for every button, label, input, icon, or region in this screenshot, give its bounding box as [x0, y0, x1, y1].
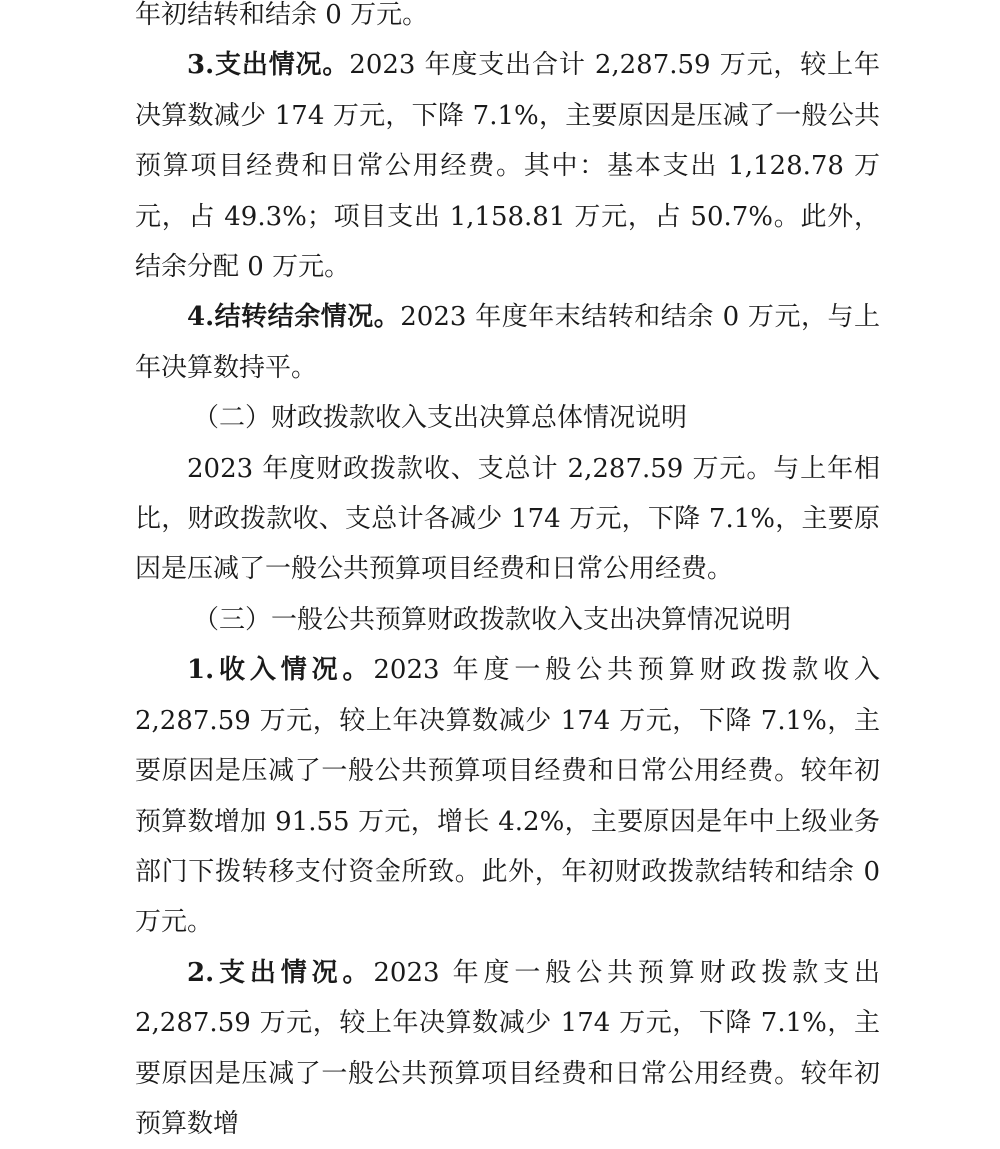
paragraph-text: 年初结转和结余 0 万元。: [135, 0, 429, 30]
paragraph-lead: 4.结转结余情况。: [187, 302, 401, 333]
paragraph-carryover: [135, 0, 880, 40]
section-heading-text: （三）一般公共预算财政拨款收入支出决算情况说明: [193, 604, 792, 635]
paragraph-text: 2023 年度一般公共预算财政拨款收入 2,287.59 万元，较上年决算数减少 174 万元，下降 7.1%，主要原因是压减了一般公共预算项目经费和日常公用经费。较年初预算数增加 91.55 万元，增长 4.2%，主要原因是年中上级业务部门下拨转移支付资金所致。此外，年初财政拨款结转和结余 0 万元。: [135, 655, 880, 938]
paragraph-expenditure: [135, 40, 880, 292]
paragraph-text: 2023 年度一般公共预算财政拨款支出 2,287.59 万元，较上年决算数减少 174 万元，下降 7.1%，主要原因是压减了一般公共预算项目经费和日常公用经费。较年初预算数增: [135, 957, 880, 1139]
paragraph-text: 2023 年度支出合计 2,287.59 万元，较上年决算数减少 174 万元，下降 7.1%，主要原因是压减了一般公共预算项目经费和日常公用经费。其中：基本支出 1,128.78 万元，占 49.3%；项目支出 1,158.81 万元，占 50.7%。此外，结余分配 0 万元。: [135, 50, 880, 283]
paragraph-fiscal-total: [135, 444, 880, 595]
section-heading-3: [135, 595, 880, 645]
paragraph-text: 2023 年度财政拨款收、支总计 2,287.59 万元。与上年相比，财政拨款收、支总计各减少 174 万元，下降 7.1%，主要原因是压减了一般公共预算项目经费和日常公用经费。: [135, 453, 880, 585]
paragraph-lead: 3.支出情况。: [187, 50, 350, 81]
document-page: [135, 0, 880, 1149]
paragraph-text: 2023 年度年末结转和结余 0 万元，与上年决算数持平。: [135, 302, 880, 383]
section-heading-2: [135, 393, 880, 443]
paragraph-carryover-balance: [135, 292, 880, 393]
section-heading-text: （二）财政拨款收入支出决算总体情况说明: [193, 403, 688, 434]
paragraph-general-expenditure: [135, 948, 880, 1149]
paragraph-lead: 2.支出情况。: [187, 957, 374, 988]
paragraph-lead: 1.收入情况。: [187, 655, 374, 686]
paragraph-income: [135, 645, 880, 947]
